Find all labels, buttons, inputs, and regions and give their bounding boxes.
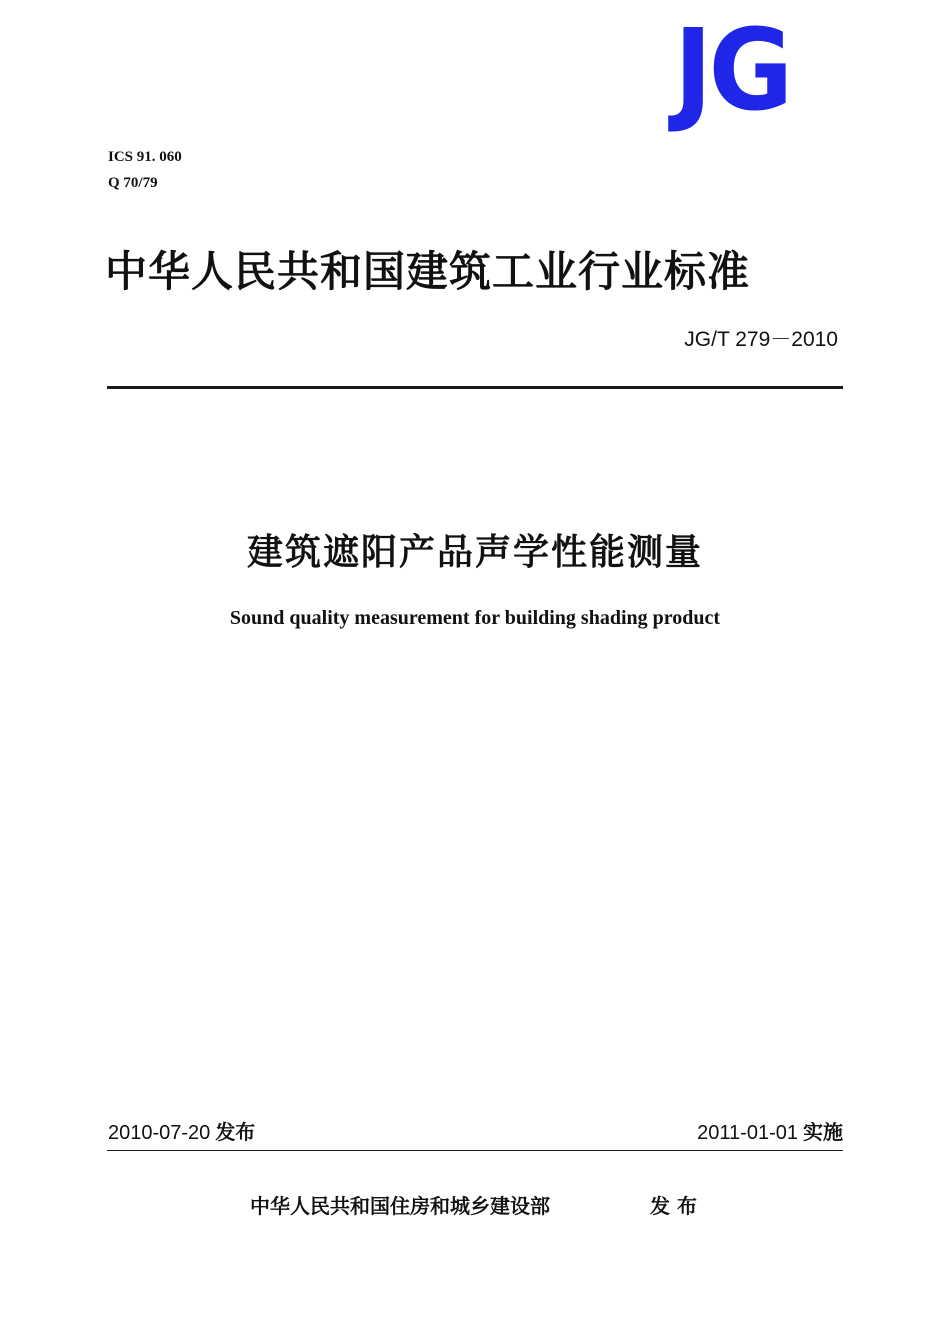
footer-divider <box>107 1150 843 1151</box>
implementation-date: 2011-01-01 <box>697 1122 798 1144</box>
ics-code: ICS 91. 060 <box>108 149 182 165</box>
issue-date: 2010-07-20 <box>108 1122 211 1144</box>
header-divider <box>107 386 843 389</box>
implementation-label: 实施 <box>803 1120 843 1144</box>
classification-codes <box>108 144 182 196</box>
document-title-english: Sound quality measurement for building shading product <box>229 607 721 629</box>
implementation-date-line <box>697 1118 843 1147</box>
issue-date-line <box>108 1118 255 1147</box>
document-title-chinese: 建筑遮阳产品声学性能测量 <box>246 532 703 573</box>
standard-number: JG/T 279－2010 <box>684 328 838 351</box>
standard-type-title: 中华人民共和国建筑工业行业标准 <box>105 247 751 296</box>
publisher-action: 发 布 <box>650 1194 697 1218</box>
publisher-name: 中华人民共和国住房和城乡建设部 <box>250 1194 550 1218</box>
jg-logo: JG <box>674 6 790 136</box>
issue-label: 发布 <box>215 1120 256 1144</box>
ccs-code: Q 70/79 <box>108 175 158 191</box>
